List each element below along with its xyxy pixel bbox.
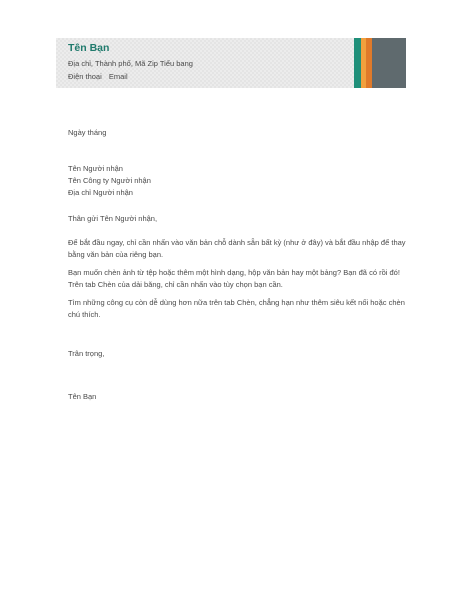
letter-date[interactable]: Ngày tháng: [68, 128, 107, 137]
recipient-name[interactable]: Tên Người nhận: [68, 164, 123, 173]
sender-name[interactable]: Tên Bạn: [68, 42, 110, 54]
sender-contact-line: [68, 72, 128, 81]
sender-address[interactable]: Địa chỉ, Thành phố, Mã Zip Tiểu bang: [68, 59, 193, 68]
body-paragraph-1[interactable]: Để bắt đầu ngay, chỉ cần nhấn vào văn bản chỗ dành sẵn bất kỳ (như ở đây) và bắt đầu nhập để thay bằng văn bản của riêng bạn.: [68, 238, 406, 259]
recipient-address[interactable]: Địa chỉ Người nhận: [68, 188, 133, 197]
stripe-gray: [372, 38, 406, 88]
salutation[interactable]: Thân gửi Tên Người nhận,: [68, 214, 158, 223]
recipient-company[interactable]: Tên Công ty Người nhận: [68, 176, 151, 185]
recipient-block: [68, 163, 408, 199]
signature-name[interactable]: Tên Bạn: [68, 392, 97, 401]
body-paragraph-2[interactable]: Bạn muốn chèn ảnh từ tệp hoặc thêm một hình dạng, hộp văn bản hay một bảng? Bạn đã có rồi đó! Trên tab Chèn của dải băng, chỉ cần nhấn vào tùy chọn bạn cần.: [68, 268, 400, 289]
letterhead-stripes: [354, 38, 406, 88]
body-paragraph-3[interactable]: Tìm những công cụ còn dễ dùng hơn nữa trên tab Chèn, chẳng hạn như thêm siêu kết nối hoặc chèn chú thích.: [68, 298, 405, 319]
sender-phone[interactable]: Điện thoại: [68, 72, 102, 81]
sender-email[interactable]: Email: [108, 72, 128, 81]
closing[interactable]: Trân trọng,: [68, 349, 105, 358]
stripe-teal: [354, 38, 361, 88]
